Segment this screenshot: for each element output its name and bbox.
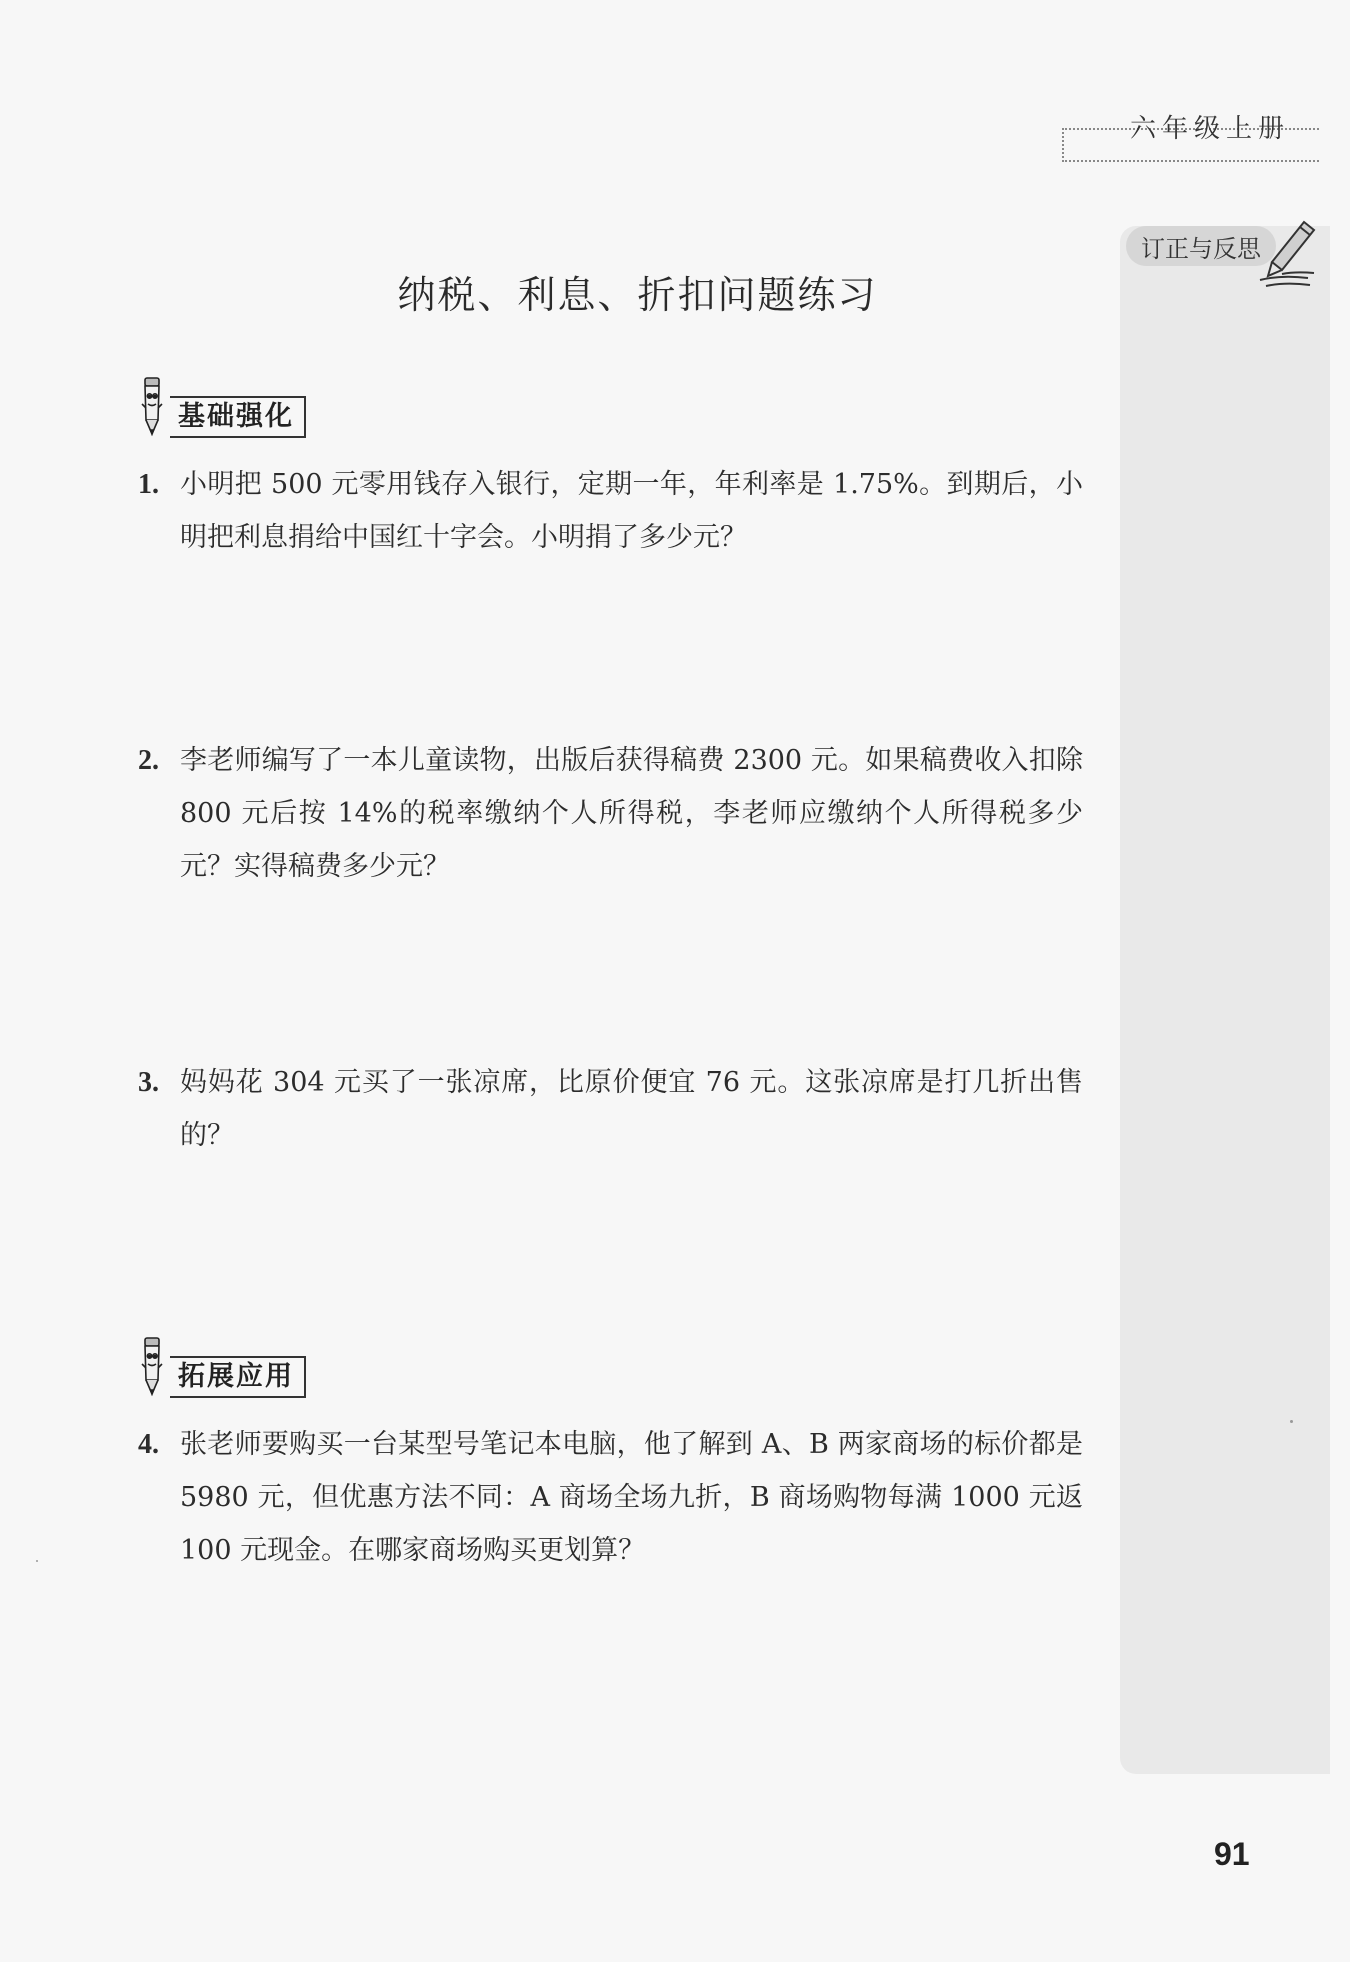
section-label: 基础强化 bbox=[170, 396, 306, 438]
problem-number: 3. bbox=[138, 1067, 159, 1098]
section-header-extended bbox=[138, 1340, 306, 1400]
problem-1 bbox=[138, 458, 1083, 564]
problem-number: 4. bbox=[138, 1429, 159, 1460]
scan-speck bbox=[1290, 1420, 1293, 1423]
reflection-margin-panel bbox=[1120, 226, 1330, 1774]
problem-text: 李老师编写了一本儿童读物，出版后获得稿费 2300 元。如果稿费收入扣除 800 元后按 14%的税率缴纳个人所得税，李老师应缴纳个人所得税多少元？实得稿费多少元？ bbox=[180, 745, 1083, 882]
pencil-mascot-icon bbox=[138, 1334, 168, 1400]
pencil-mascot-icon bbox=[138, 374, 168, 440]
problem-text: 张老师要购买一台某型号笔记本电脑，他了解到 A、B 两家商场的标价都是 5980 元，但优惠方法不同：A 商场全场九折，B 商场购物每满 1000 元返 100 元现金。在哪家商场购买更划算？ bbox=[180, 1429, 1083, 1566]
problem-text: 小明把 500 元零用钱存入银行，定期一年，年利率是 1.75%。到期后，小明把利息捐给中国红十字会。小明捐了多少元？ bbox=[180, 469, 1083, 553]
problem-2 bbox=[138, 734, 1083, 893]
problem-number: 1. bbox=[138, 469, 159, 500]
problem-3 bbox=[138, 1056, 1083, 1162]
section-label: 拓展应用 bbox=[170, 1356, 306, 1398]
grade-label: 六年级上册 bbox=[1130, 114, 1291, 144]
scan-speck bbox=[36, 1560, 38, 1562]
page-number: 91 bbox=[1214, 1836, 1250, 1872]
section-header-basic bbox=[138, 380, 306, 440]
problem-number: 2. bbox=[138, 745, 159, 776]
problem-4 bbox=[138, 1418, 1083, 1577]
reflection-tab: 订正与反思 bbox=[1126, 226, 1276, 266]
problem-text: 妈妈花 304 元买了一张凉席，比原价便宜 76 元。这张凉席是打几折出售的？ bbox=[180, 1067, 1083, 1151]
page-title: 纳税、利息、折扣问题练习 bbox=[397, 273, 878, 317]
